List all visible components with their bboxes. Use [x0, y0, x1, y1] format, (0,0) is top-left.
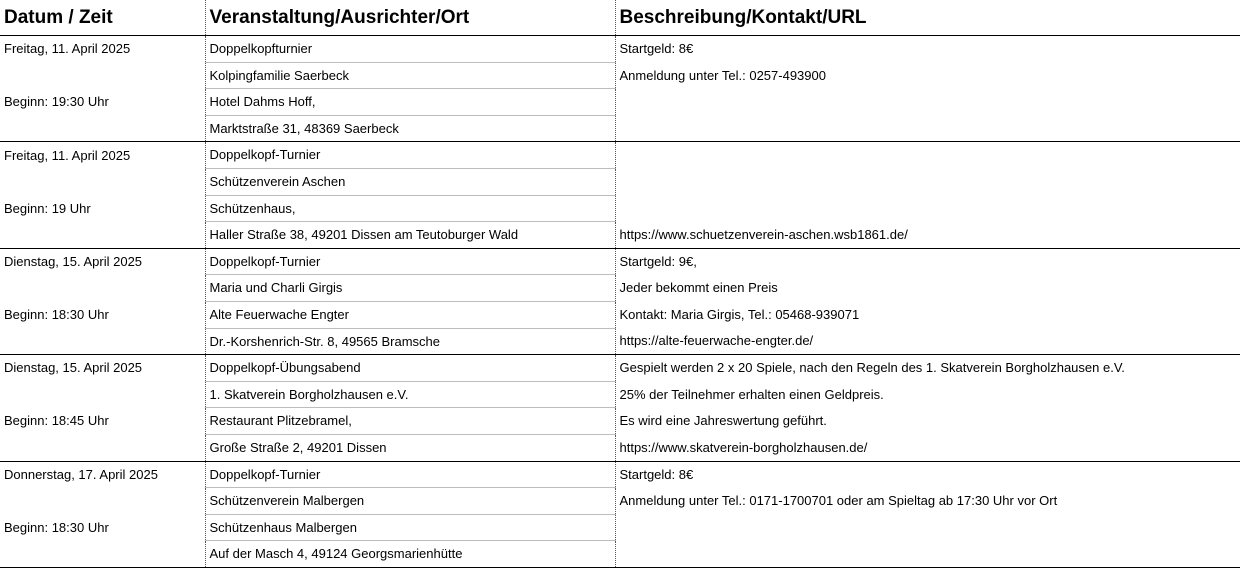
table-row: [0, 514, 1240, 541]
table-row: [0, 115, 1240, 142]
event-detail: Doppelkopf-Übungsabend: [205, 355, 615, 382]
event-info: 25% der Teilnehmer erhalten einen Geldpreis.: [615, 381, 1240, 408]
table-row: [0, 355, 1240, 382]
header-row: [0, 0, 1240, 36]
event-info: Startgeld: 9€,: [615, 248, 1240, 275]
table-row: [0, 222, 1240, 249]
event-detail: Große Straße 2, 49201 Dissen: [205, 434, 615, 461]
event-info: Jeder bekommt einen Preis: [615, 275, 1240, 302]
event-info: [615, 168, 1240, 195]
event-detail: Doppelkopf-Turnier: [205, 142, 615, 169]
event-detail: Maria und Charli Girgis: [205, 275, 615, 302]
event-detail: Schützenhaus Malbergen: [205, 514, 615, 541]
event-date: Dienstag, 15. April 2025: [4, 360, 143, 376]
event-info: https://www.skatverein-borgholzhausen.de/: [615, 434, 1240, 461]
event-date: Freitag, 11. April 2025: [4, 41, 131, 57]
event-info: [615, 89, 1240, 116]
event-info: https://www.schuetzenverein-aschen.wsb1861.de/: [615, 222, 1240, 249]
event-info: https://alte-feuerwache-engter.de/: [615, 328, 1240, 355]
table-row: [0, 488, 1240, 515]
event-start-time: Beginn: 19:30 Uhr: [4, 94, 109, 110]
event-info: Kontakt: Maria Girgis, Tel.: 05468-939071: [615, 301, 1240, 328]
event-date: Donnerstag, 17. April 2025: [4, 466, 158, 482]
event-detail: Marktstraße 31, 48369 Saerbeck: [205, 115, 615, 142]
table-row: [0, 408, 1240, 435]
table-row: [0, 248, 1240, 275]
header-description: Beschreibung/Kontakt/URL: [615, 0, 1240, 36]
date-cell: [0, 222, 205, 249]
date-cell: [0, 62, 205, 89]
table-row: [0, 195, 1240, 222]
date-cell: [0, 328, 205, 355]
event-info: [615, 195, 1240, 222]
date-cell: [0, 434, 205, 461]
date-cell: [0, 541, 205, 568]
date-cell: [0, 488, 205, 515]
table-row: [0, 142, 1240, 169]
event-date: Dienstag, 15. April 2025: [4, 254, 143, 269]
table-row: [0, 62, 1240, 89]
table-row: [0, 275, 1240, 302]
event-detail: Schützenhaus,: [205, 195, 615, 222]
event-detail: Hotel Dahms Hoff,: [205, 89, 615, 116]
event-date: Freitag, 11. April 2025: [4, 147, 131, 163]
event-start-time: Beginn: 18:45 Uhr: [4, 413, 109, 429]
event-detail: Schützenverein Malbergen: [205, 488, 615, 515]
event-detail: Dr.-Korshenrich-Str. 8, 49565 Bramsche: [205, 328, 615, 355]
event-detail: Alte Feuerwache Engter: [205, 301, 615, 328]
table-row: [0, 541, 1240, 568]
event-info: [615, 514, 1240, 541]
date-cell: [0, 115, 205, 142]
table-row: [0, 89, 1240, 116]
event-info: Anmeldung unter Tel.: 0171-1700701 oder am Spieltag ab 17:30 Uhr vor Ort: [615, 488, 1240, 515]
event-info: Startgeld: 8€: [615, 36, 1240, 63]
event-detail: Restaurant Plitzebramel,: [205, 408, 615, 435]
table-row: [0, 36, 1240, 63]
event-info: Gespielt werden 2 x 20 Spiele, nach den Regeln des 1. Skatverein Borgholzhausen e.V.: [615, 355, 1240, 382]
event-info: Startgeld: 8€: [615, 461, 1240, 488]
event-detail: Haller Straße 38, 49201 Dissen am Teutoburger Wald: [205, 222, 615, 249]
table-row: [0, 381, 1240, 408]
table-row: [0, 168, 1240, 195]
event-detail: 1. Skatverein Borgholzhausen e.V.: [205, 381, 615, 408]
event-detail: Doppelkopf-Turnier: [205, 248, 615, 275]
date-cell: [0, 168, 205, 195]
date-cell: [0, 381, 205, 408]
header-date: Datum / Zeit: [0, 0, 205, 36]
event-info: [615, 541, 1240, 568]
table-row: [0, 328, 1240, 355]
event-start-time: Beginn: 19 Uhr: [4, 200, 91, 216]
table-row: [0, 301, 1240, 328]
event-table-body: [0, 36, 1240, 568]
date-cell: [0, 275, 205, 302]
header-event: Veranstaltung/Ausrichter/Ort: [205, 0, 615, 36]
table-row: [0, 461, 1240, 488]
event-info: Es wird eine Jahreswertung geführt.: [615, 408, 1240, 435]
event-info: [615, 142, 1240, 169]
event-detail: Doppelkopf-Turnier: [205, 461, 615, 488]
event-detail: Kolpingfamilie Saerbeck: [205, 62, 615, 89]
event-detail: Doppelkopfturnier: [205, 36, 615, 63]
event-info: Anmeldung unter Tel.: 0257-493900: [615, 62, 1240, 89]
event-start-time: Beginn: 18:30 Uhr: [4, 519, 109, 535]
event-start-time: Beginn: 18:30 Uhr: [4, 306, 109, 322]
event-detail: Schützenverein Aschen: [205, 168, 615, 195]
table-row: [0, 434, 1240, 461]
event-info: [615, 115, 1240, 142]
event-detail: Auf der Masch 4, 49124 Georgsmarienhütte: [205, 541, 615, 568]
